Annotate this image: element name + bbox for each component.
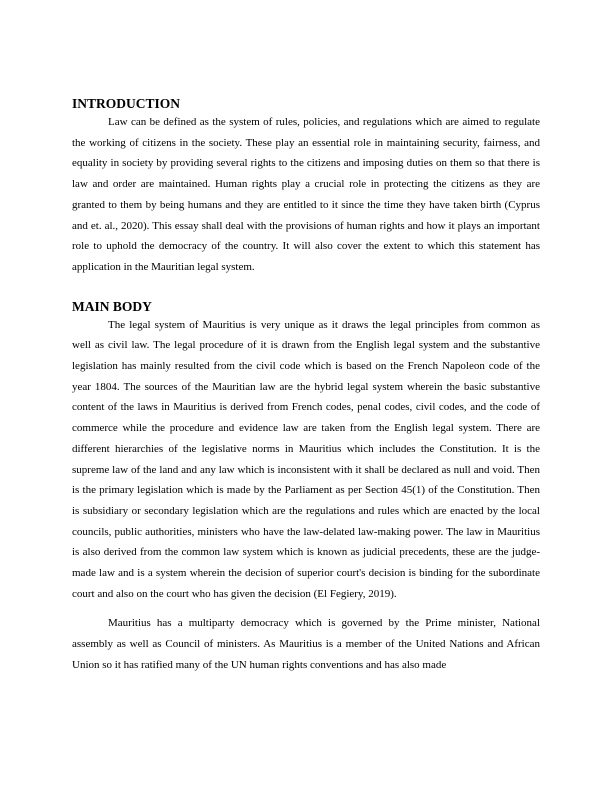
document-page [72, 96, 540, 676]
introduction-paragraph: Law can be defined as the system of rules, policies, and regulations which are aimed to regulate the working of citizens in the society. These play an essential role in maintaining security, fairness, and equality in society by providing several rights to the citizens and imposing duties on them so that there is law and order are maintained. Human rights play a crucial role in protecting the citizens as they are granted to them by being humans and they are entitled to it since the time they have taken birth (Cyprus and et. al., 2020). This essay shall deal with the provisions of human rights and how it plays an important role to uphold the democracy of the country. It will also cover the extent to which this statement has application in the Mauritian legal system. [72, 116, 540, 273]
main-body-heading: MAIN BODY [72, 298, 152, 314]
main-body-paragraph-1: The legal system of Mauritius is very unique as it draws the legal principles from common as well as civil law. The legal procedure of it is drawn from the English legal system and the substantive legislation has mainly resulted from the civil code which is based on the French Napoleon code of the year 1804. The sources of the Mauritian law are the hybrid legal system wherein the basic substantive content of the laws in Mauritius is derived from French codes, penal codes, civil codes, and the code of commerce while the procedure and evidence law are taken from the English legal system. There are different hierarchies of the legislative norms in Mauritius which includes the Constitution. It is the supreme law of the land and any law which is inconsistent with it shall be declared as null and void. Then is the primary legislation which is made by the Parliament as per Section 45(1) of the Constitution. Then is subsidiary or secondary legislation which are the regulations and rules which are enacted by the local councils, public authorities, ministers who have the law-delated law-making power. The law in Mauritius is also derived from the common law system which is known as judicial precedents, these are the judge-made law and is a system wherein the decision of superior court's decision is binding for the subordinate court and also on the court who has given the decision (El Fegiery, 2019). [72, 318, 540, 600]
introduction-heading: INTRODUCTION [72, 96, 181, 111]
main-body-paragraph-2: Mauritius has a multiparty democracy which is governed by the Prime minister, National assembly as well as Council of ministers. As Mauritius is a member of the United Nations and African Union so it has ratified many of the UN human rights conventions and has also made [72, 617, 540, 671]
